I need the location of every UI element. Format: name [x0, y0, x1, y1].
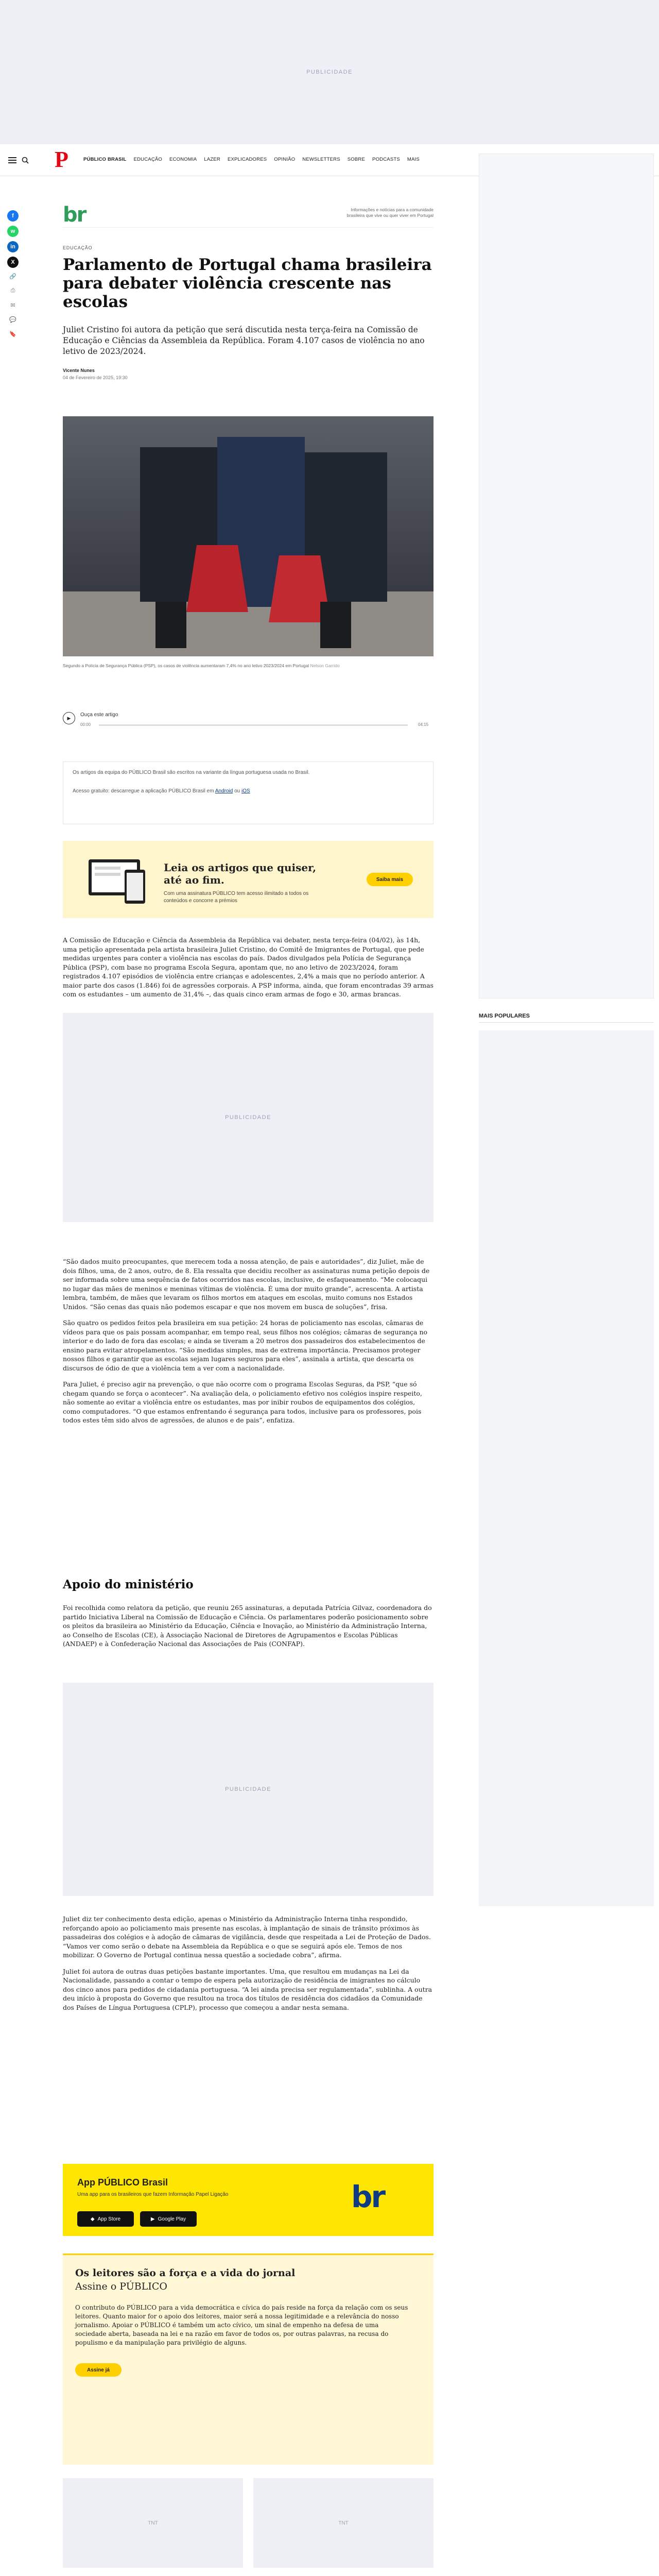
audio-progress[interactable] — [99, 724, 408, 726]
support-box — [63, 2253, 433, 2465]
nav-link[interactable]: SOBRE — [347, 157, 366, 162]
section-heading: Apoio do ministério — [63, 1578, 194, 1591]
promo-button[interactable]: Saiba mais — [367, 873, 413, 886]
brand-bar — [63, 200, 433, 228]
promo-title: Leia os artigos que quiser, até ao fim. — [164, 861, 317, 886]
menu-icon[interactable] — [8, 157, 16, 164]
article-lead: Juliet Cristino foi autora da petição que será discutida nesta terça-feira na Comissão de Educação e Ciências da Assembleia da República. Foram 4.107 casos de violência no ano letivo de 2023/2024. — [63, 325, 425, 356]
article-author[interactable]: Vicente Nunes — [63, 368, 95, 373]
inline-ad — [63, 1683, 433, 1896]
audio-end: 04:15 — [418, 722, 429, 727]
nav-link[interactable]: ECONOMIA — [169, 157, 197, 162]
ad-box-label: TNT — [338, 2520, 349, 2526]
audio-label: Ouça este artigo — [80, 712, 118, 718]
apple-icon: ◆ — [90, 2216, 95, 2222]
devices-illustration-icon — [83, 854, 150, 906]
email-icon[interactable]: ✉ — [10, 302, 15, 309]
appstore-label: App Store — [97, 2216, 121, 2222]
ad-label: PUBLICIDADE — [225, 1114, 271, 1121]
popular-title: MAIS POPULARES — [479, 1013, 654, 1023]
ad-box-left — [63, 2478, 243, 2568]
share-sidebar — [7, 210, 20, 344]
nav-link[interactable]: NEWSLETTERS — [302, 157, 340, 162]
article-section[interactable]: EDUCAÇÃO — [63, 245, 93, 250]
paragraph: São quatro os pedidos feitos pela brasileira em sua petição: 24 horas de policiamento nas escolas, câmaras de vídeos para que os pais possam acompanhar, em tempo real, seus filhos nos colégios; câmaras de segurança no interior e do lado de fora das escolas; e ainda se tiveram a 20 metros dos passadeiros dos estabelecimentos de ensino para evitar atropelamentos. “São medidas simples, mas de extrema importância. Precisamos proteger nossos filhos e garantir que as escolas sejam lugares seguros para eles”, assinala a artista, que descarta os discursos de ódio de que a violência tem a ver com a nacionalidade. — [63, 1319, 428, 1372]
paragraph: Juliet foi autora de outras duas petições bastante importantes. Uma, que resultou em mudanças na Lei da Nacionalidade, passando a contar o tempo de espera pela autorização de residência de imigrantes no cálculo dos cinco anos para pedidos de cidadania portuguesa. “A lei ainda precisa ser regulamentada”, sublinha. A outra deu início à proposta do Governo que resultou na troca dos títulos de residência dos cidadãos da Comunidade dos Países de Língua Portuguesa (CPLP), processo que começou a andar nesta semana. — [63, 1967, 432, 2011]
sidebar-ad — [479, 154, 654, 998]
nav-links — [83, 157, 427, 162]
info-box — [63, 761, 433, 824]
support-text: O contributo do PÚBLICO para a vida democrática e cívica do país reside na força da relação com os seus leitores. Quanto maior for o apoio dos leitores, maior será a nossa legitimidade e a relevância do nosso jornalismo. Apoiar o PÚBLICO é também um acto cívico, um sinal de empenho na defesa de uma sociedade aberta, baseada na lei e na razão em favor de todos os, por outras palavras, na recusa do populismo e da manipulação para privilégio de alguns. — [75, 2304, 408, 2346]
play-icon[interactable]: ▶ — [63, 712, 75, 724]
audio-player — [63, 711, 433, 732]
appstore-button[interactable] — [77, 2211, 134, 2227]
photo-credit: Nelson Garrido — [310, 663, 340, 668]
facebook-icon[interactable]: f — [7, 210, 19, 222]
nav-link[interactable]: EDUCAÇÃO — [133, 157, 163, 162]
article-body-3 — [63, 1603, 433, 1649]
audio-start: 00:00 — [80, 722, 91, 727]
paragraph: Foi recolhida como relatora da petição, que reuniu 265 assinaturas, a deputada Patrícia Gilvaz, coordenadora do partido Iniciativa Liberal na Comissão de Educação e Ciência. Os parlamentares poderão posicionamento sobre os pleitos da brasileira ao Ministério da Educação, Ciência e Inovação, ao Ministério da Administração Interna, ao Conselho de Escolas (CE), à Associação Nacional de Diretores de Agrupamentos e Escolas Públicas (ANDAEP) e à Confederação Nacional das Associações de Pais (CONFAP). — [63, 1604, 432, 1648]
googleplay-icon: ▶ — [150, 2216, 155, 2222]
article-body-4 — [63, 1914, 433, 2012]
brand-logo-text: br — [63, 203, 86, 227]
publico-logo[interactable]: P — [55, 147, 68, 172]
article-title: Parlamento de Portugal chama brasileira para debater violência crescente nas escolas — [63, 256, 432, 311]
photo-caption — [63, 663, 433, 669]
brand-tagline: Informações e notícias para a comunidade brasileira que vive ou quer viver em Portugal — [346, 207, 433, 218]
subscription-promo — [63, 841, 433, 918]
promo-text: Com uma assinatura PÚBLICO tem acesso ilimitado a todos os conteúdos e concorre a prémios — [164, 891, 309, 904]
ad-label: PUBLICIDADE — [225, 1786, 271, 1792]
caption-text: Segundo a Polícia de Segurança Pública (PSP), os casos de violência aumentaram 7,4% no ano letivo 2023/2024 em Portugal — [63, 663, 309, 668]
android-link[interactable]: Android — [215, 788, 233, 794]
nav-link[interactable]: OPINIÃO — [274, 157, 296, 162]
info-app-prefix: Acesso gratuito: descarregue a aplicação PÚBLICO Brasil em — [73, 788, 214, 794]
ad-label: PUBLICIDADE — [306, 69, 353, 75]
comment-icon[interactable]: 💬 — [9, 316, 16, 323]
ios-link[interactable]: iOS — [241, 788, 250, 794]
inline-ad — [63, 1013, 433, 1222]
whatsapp-icon[interactable]: w — [7, 226, 19, 237]
ad-box-right — [253, 2478, 433, 2568]
nav-link[interactable]: PÚBLICO BRASIL — [83, 157, 127, 162]
app-brand-logo-text: br — [351, 2179, 385, 2214]
googleplay-label: Google Play — [158, 2216, 186, 2222]
article-body-1 — [63, 936, 433, 999]
linkedin-icon[interactable]: in — [7, 241, 19, 252]
info-app-note — [73, 788, 424, 795]
info-variant-note: Os artigos da equipa do PÚBLICO Brasil são escritos na variante da língua portuguesa usada no Brasil. — [73, 770, 310, 775]
support-title: Os leitores são a força e a vida do jornal — [75, 2267, 296, 2279]
publico-brasil-logo[interactable] — [63, 203, 85, 227]
info-app-or: ou — [234, 788, 240, 794]
top-ad-banner — [0, 0, 659, 144]
popular-ad-slot — [479, 1030, 654, 1906]
article-date: 04 de Fevereiro de 2025, 19:30 — [63, 375, 128, 380]
app-brand-logo — [351, 2179, 384, 2214]
print-icon[interactable]: ⎙ — [10, 287, 15, 294]
googleplay-button[interactable] — [140, 2211, 197, 2227]
nav-link[interactable]: MAIS — [407, 157, 420, 162]
app-banner — [63, 2164, 433, 2236]
nav-link[interactable]: LAZER — [204, 157, 220, 162]
support-button[interactable]: Assine já — [75, 2363, 122, 2377]
paragraph: “São dados muito preocupantes, que merecem toda a nossa atenção, de pais e autoridades”, diz Juliet, mãe de dois filhos, uma, de 2 anos, outro, de 8. Ela ressalta que decidiu recolher as assinaturas numa petição depois de ser informada sobre uma sequência de fatos ocorridos nas escolas, inclusive, de esfaqueamento. “Me colocaqui no lugar das mães de meninos e meninas vítimas de violência. É uma dor muito grande”, acrescenta. A artista lembra, também, de mães que levaram os filhos mortos em ataques em escolas, muito comuns nos Estados Unidos. “São cenas das quais não podemos escapar e que nos movem em busca de soluções”, frisa. — [63, 1258, 430, 1311]
nav-link[interactable]: EXPLICADORES — [227, 157, 267, 162]
app-text: Uma app para os brasileiros que fazem Informação Papel Ligação — [77, 2192, 229, 2197]
paragraph: Juliet diz ter conhecimento desta edição, apenas o Ministério da Administração Interna tinha respondido, reforçando apoio ao policiamento mais presente nas escolas, à implantação de sinais de trânsito próximos às passadeiras dos colégios e à adoção de câmaras de vigilância, desde que respeitada a Lei de Proteção de Dados. “Vamos ver como serão o debate na Assembleia da República e o que se seguirá após ele. Temos de nos mobilizar. O Governo de Portugal continua nessa questão a sociedade cobra”, afirma. — [63, 1915, 431, 1959]
paragraph: A Comissão de Educação e Ciência da Assembleia da República vai debater, nesta terça-feira (04/02), às 14h, uma petição apresentada pela artista brasileira Juliet Cristino, do Comitê de Imigrantes de Portugal, que pede medidas urgentes para conter a violência nas escolas do país. Dados divulgados pela Polícia de Segurança Pública (PSP), com base no programa Escola Segura, apontam que, no ano letivo de 2023/2024, foram registrados 4.107 episódios de violência entre crianças e adolescentes, 2,4% a mais que no período anterior. A maior parte dos casos (1.846) foi de agressões corporais. A PSP informa, ainda, que foram encontradas 39 armas com os estudantes – um aumento de 31,4% –, das quais cinco eram armas de fogo e 30, armas brancas. — [63, 936, 433, 998]
support-subtitle: Assine o PÚBLICO — [75, 2281, 167, 2292]
app-title: App PÚBLICO Brasil — [77, 2177, 168, 2188]
article-body-2 — [63, 1257, 433, 1425]
search-icon[interactable] — [22, 157, 30, 164]
bookmark-icon[interactable]: 🔖 — [9, 331, 16, 337]
paragraph: Para Juliet, é preciso agir na prevenção, o que não ocorre com o programa Escolas Seguras, da PSP, “que só chegam quando se força o acontecer”. Na avaliação dela, o policiamento efetivo nos colégios inspire respeito, não somente ao evitar a violência entre os estudantes, mas por inibir roubos de equipamentos dos colégios, como computadores. “O que estamos enfrentando é segurança para todos, inclusive para os professores, pois todos estes têm sido alvos de agressões, de alunos e de pais”, enfatiza. — [63, 1380, 422, 1424]
ad-box-label: TNT — [148, 2520, 158, 2526]
nav-link[interactable]: PODCASTS — [372, 157, 400, 162]
article-photo — [63, 416, 433, 656]
x-icon[interactable]: X — [7, 257, 19, 268]
link-icon[interactable]: 🔗 — [9, 273, 16, 280]
